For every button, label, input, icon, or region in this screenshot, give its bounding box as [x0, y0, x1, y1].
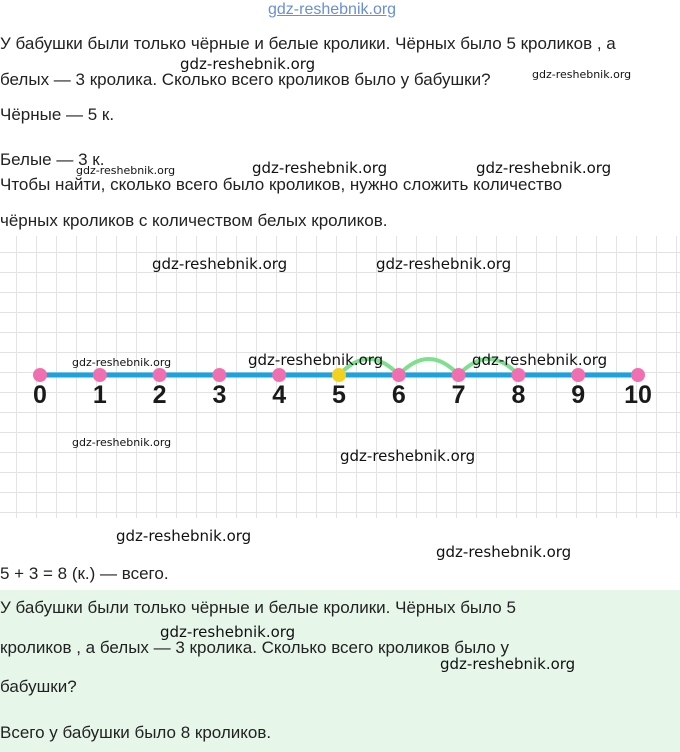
- tick-dot-8: [511, 368, 525, 382]
- problem-line-2: белых — 3 кролика. Сколько всего кроликов было у бабушки?: [0, 70, 491, 89]
- tick-dot-7: [452, 368, 466, 382]
- number-line-svg: [0, 236, 680, 518]
- watermark: gdz-reshebnik.org: [76, 164, 176, 177]
- tick-label-6: 6: [391, 381, 406, 409]
- tick-label-3: 3: [212, 381, 227, 409]
- watermark: gdz-reshebnik.org: [152, 255, 288, 273]
- tick-dot-0: [33, 368, 47, 382]
- tick-dot-1: [93, 368, 107, 382]
- watermark: gdz-reshebnik.org: [436, 543, 572, 561]
- watermark: gdz-reshebnik.org: [116, 527, 252, 545]
- watermark: gdz-reshebnik.org: [340, 447, 476, 465]
- tick-dot-3: [212, 368, 226, 382]
- explanation-line-2: чёрных кроликов с количеством белых кроликов.: [0, 211, 388, 230]
- watermark: gdz-reshebnik.org: [440, 655, 576, 673]
- tick-label-7: 7: [451, 381, 466, 409]
- given-black: Чёрные — 5 к.: [0, 105, 115, 124]
- tick-label-9: 9: [571, 381, 586, 409]
- tick-label-5: 5: [332, 381, 346, 409]
- watermark: gdz-reshebnik.org: [252, 159, 388, 177]
- answer-line-1: У бабушки были только чёрные и белые кролики. Чёрных было 5: [0, 598, 516, 617]
- watermark: gdz-reshebnik.org: [160, 623, 296, 641]
- watermark: gdz-reshebnik.org: [476, 159, 612, 177]
- watermark: gdz-reshebnik.org: [248, 351, 384, 369]
- tick-dot-10: [631, 368, 645, 382]
- tick-label-4: 4: [272, 381, 287, 409]
- tick-label-8: 8: [511, 381, 526, 409]
- watermark: gdz-reshebnik.org: [376, 255, 512, 273]
- watermark: gdz-reshebnik.org: [180, 55, 316, 73]
- tick-dot-2: [153, 368, 167, 382]
- given-white: Белые — 3 к.: [0, 150, 105, 169]
- tick-dot-6: [392, 368, 406, 382]
- problem-line-1: У бабушки были только чёрные и белые кролики. Чёрных было 5 кроликов , а: [0, 34, 616, 53]
- watermark: gdz-reshebnik.org: [72, 436, 172, 449]
- tick-dot-4: [272, 368, 286, 382]
- watermark: gdz-reshebnik.org: [532, 68, 632, 81]
- tick-label-1: 1: [92, 381, 107, 409]
- answer-result: Всего у бабушки было 8 кроликов.: [0, 723, 272, 742]
- tick-label-2: 2: [152, 381, 167, 409]
- tick-label-0: 0: [33, 381, 47, 409]
- watermark: gdz-reshebnik.org: [72, 356, 172, 369]
- tick-label-10: 10: [624, 381, 652, 409]
- start-point: [332, 368, 346, 382]
- number-line-figure: [0, 236, 680, 518]
- explanation-line-1: Чтобы найти, сколько всего было кроликов, нужно сложить количество: [0, 175, 563, 194]
- answer-line-2: кроликов , а белых — 3 кролика. Сколько всего кроликов было у: [0, 638, 509, 657]
- site-header-link[interactable]: gdz-reshebnik.org: [268, 1, 397, 18]
- equation: 5 + 3 = 8 (к.) — всего.: [0, 564, 169, 583]
- watermark: gdz-reshebnik.org: [472, 351, 608, 369]
- tick-dot-9: [571, 368, 585, 382]
- answer-line-3: бабушки?: [0, 677, 77, 696]
